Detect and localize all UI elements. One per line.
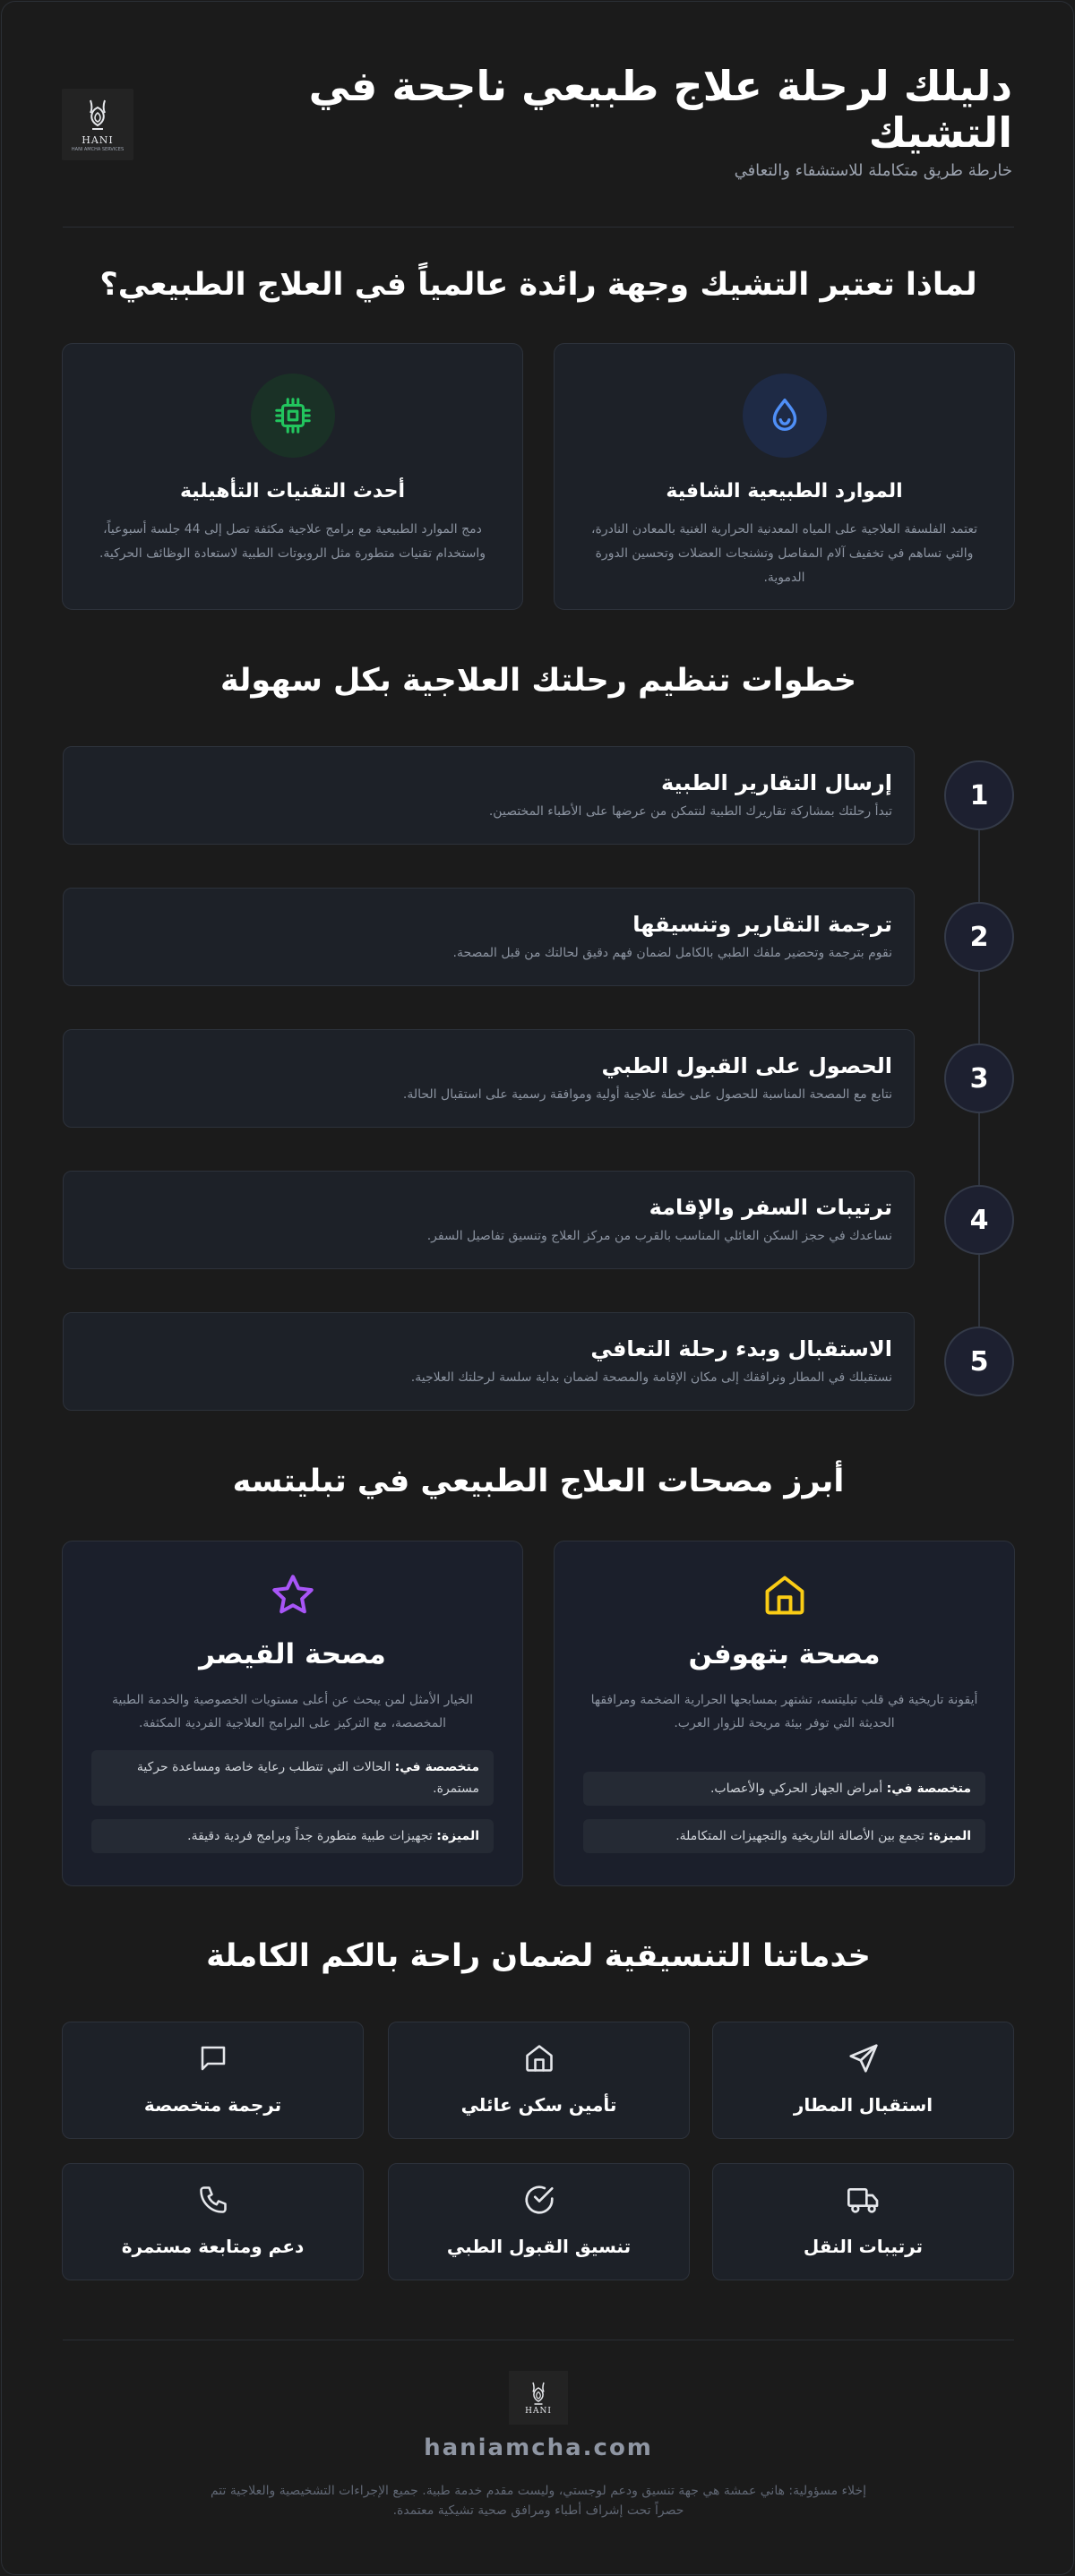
feature-desc: تعتمد الفلسفة العلاجية على المياه المعدنية الحرارية الغنية بالمعادن النادرة، والتي تساهم في تخفيف آلام المفاصل وتشنجات العضلات وتحسين الدورة الدموية. [590,522,978,585]
center-desc: أيقونة تاريخية في قلب تبليتسه، تشتهر بمسابحها الحرارية الضخمة ومرافقها الحديثة التي توفر بيئة مريحة للزوار العرب. [590,1693,978,1730]
brand-logo[interactable] [62,89,133,160]
header-divider [63,227,1014,228]
home-icon [521,2040,557,2076]
service-card-airport [712,2022,1014,2139]
footer-logo-text: HANI [525,2407,552,2416]
feature-label: الميزة: [928,1829,971,1843]
page [1,1,1074,2575]
center-card-beethoven [554,1541,1015,1886]
send-icon [846,2040,882,2076]
steps-section-title: خطوات تنظيم رحلتك العلاجية بكل سهولة [220,663,856,699]
feature-title: الموارد الطبيعية الشافية [666,480,903,502]
center-desc: الخيار الأمثل لمن يبحث عن أعلى مستويات الخصوصية والخدمة الطبية المخصصة، مع التركيز على البرامج العلاجية الفردية المكثفة. [111,1693,474,1730]
step-card [63,746,915,845]
step-number: 1 [944,760,1014,830]
footer-site-link[interactable]: haniamcha.com [424,2434,653,2461]
center-feature [91,1819,494,1853]
feature-desc: دمج الموارد الطبيعية مع برامج علاجية مكثفة تصل إلى 44 جلسة أسبوعياً، واستخدام تقنيات متطورة مثل الروبوتات الطبية لاستعادة الوظائف الحركية. [99,522,486,561]
logo-tagline: HANI AMCHA SERVICES [71,147,125,152]
service-label: تنسيق القبول الطبي [446,2236,632,2257]
step-title: ترتيبات السفر والإقامة [649,1195,892,1220]
page-subtitle: خارطة طريق متكاملة للاستشفاء والتعافي [734,161,1012,180]
service-label: استقبال المطار [793,2094,933,2116]
lotus-emblem-icon [80,97,116,133]
feature-label: الميزة: [436,1829,479,1843]
center-title: مصحة بتهوفن [688,1638,881,1670]
phone-icon [195,2182,231,2218]
water-drop-icon [743,374,827,458]
service-card-transport [712,2163,1014,2280]
footer-logo[interactable] [509,2371,568,2425]
step-title: ترجمة التقارير وتنسيقها [632,912,892,937]
feature-card-natural-resources [554,343,1015,610]
page-title: دليلك لرحلة علاج طبيعي ناجحة في التشيك [308,62,1012,157]
step-card [63,888,915,986]
service-card-admission [388,2163,690,2280]
specialty-label: متخصصة في: [886,1782,971,1796]
step-card [63,1171,915,1269]
service-card-housing [388,2022,690,2139]
step-title: الحصول على القبول الطبي [601,1053,892,1078]
chip-icon [251,374,335,458]
chat-icon [195,2040,231,2076]
step-number: 4 [944,1185,1014,1255]
specialty-value: أمراض الجهاز الحركي والأعصاب. [710,1782,883,1796]
service-label: ترتيبات النقل [803,2236,924,2257]
services-section-title: خدماتنا التنسيقية لضمان راحة بالكم الكاملة [206,1938,871,1974]
center-feature [583,1819,985,1853]
centers-section-title: أبرز مصحات العلاج الطبيعي في تبليتسه [232,1464,845,1499]
logo-text: HANI [82,134,114,146]
step-title: الاستقبال وبدء رحلة التعافي [590,1336,892,1361]
center-card-kaiser [62,1541,523,1886]
feature-value: تجمع بين الأصالة التاريخية والتجهيزات المتكاملة. [675,1829,924,1843]
service-card-translation [62,2022,364,2139]
footer-disclaimer: إخلاء مسؤولية: هاني عمشة هي جهة تنسيق ودعم لوجستي، وليست مقدم خدمة طبية. جميع الإجراءات التشخيصية والعلاجية تتم حصراً تحت إشراف أطباء ومرافق صحية تشيكية معتمدة. [210,2484,867,2518]
service-label: تأمين سكن عائلي [460,2094,617,2116]
center-title: مصحة القيصر [199,1638,386,1670]
check-circle-icon [521,2182,557,2218]
step-number: 2 [944,902,1014,972]
service-card-support [62,2163,364,2280]
feature-title: أحدث التقنيات التأهيلية [179,480,406,502]
step-number: 3 [944,1043,1014,1113]
step-desc: نقوم بترجمة وتحضير ملفك الطبي بالكامل لضمان فهم دقيق لحالتك من قبل المصحة. [452,946,892,960]
step-desc: نساعدك في حجز السكن العائلي المناسب بالقرب من مركز العلاج وتنسيق تفاصيل السفر. [426,1229,892,1243]
step-title: إرسال التقارير الطبية [660,770,892,795]
step-card [63,1312,915,1411]
specialty-value: الحالات التي تتطلب رعاية خاصة ومساعدة حركية مستمرة. [136,1760,479,1796]
specialty-label: متخصصة في: [394,1760,479,1774]
lotus-emblem-icon [525,2380,552,2407]
truck-icon [846,2182,882,2218]
feature-card-technologies [62,343,523,610]
feature-value: تجهيزات طبية متطورة جداً وبرامج فردية دقيقة. [187,1829,433,1843]
center-specialty [583,1772,985,1806]
step-card [63,1029,915,1128]
home-icon [758,1568,812,1622]
center-specialty [91,1750,494,1806]
step-desc: نتابع مع المصحة المناسبة للحصول على خطة علاجية أولية وموافقة رسمية على استقبال الحالة. [402,1087,892,1102]
star-icon [266,1568,320,1622]
service-label: دعم ومتابعة مستمرة [121,2236,305,2257]
step-desc: نستقبلك في المطار ونرافقك إلى مكان الإقامة والمصحة لضمان بداية سلسة لرحلتك العلاجية. [410,1370,892,1385]
step-number: 5 [944,1327,1014,1396]
service-label: ترجمة متخصصة [143,2094,282,2116]
step-desc: تبدأ رحلتك بمشاركة تقاريرك الطبية لنتمكن من عرضها على الأطباء المختصين. [488,804,892,819]
why-section-title: لماذا تعتبر التشيك وجهة رائدة عالمياً في العلاج الطبيعي؟ [99,267,977,303]
